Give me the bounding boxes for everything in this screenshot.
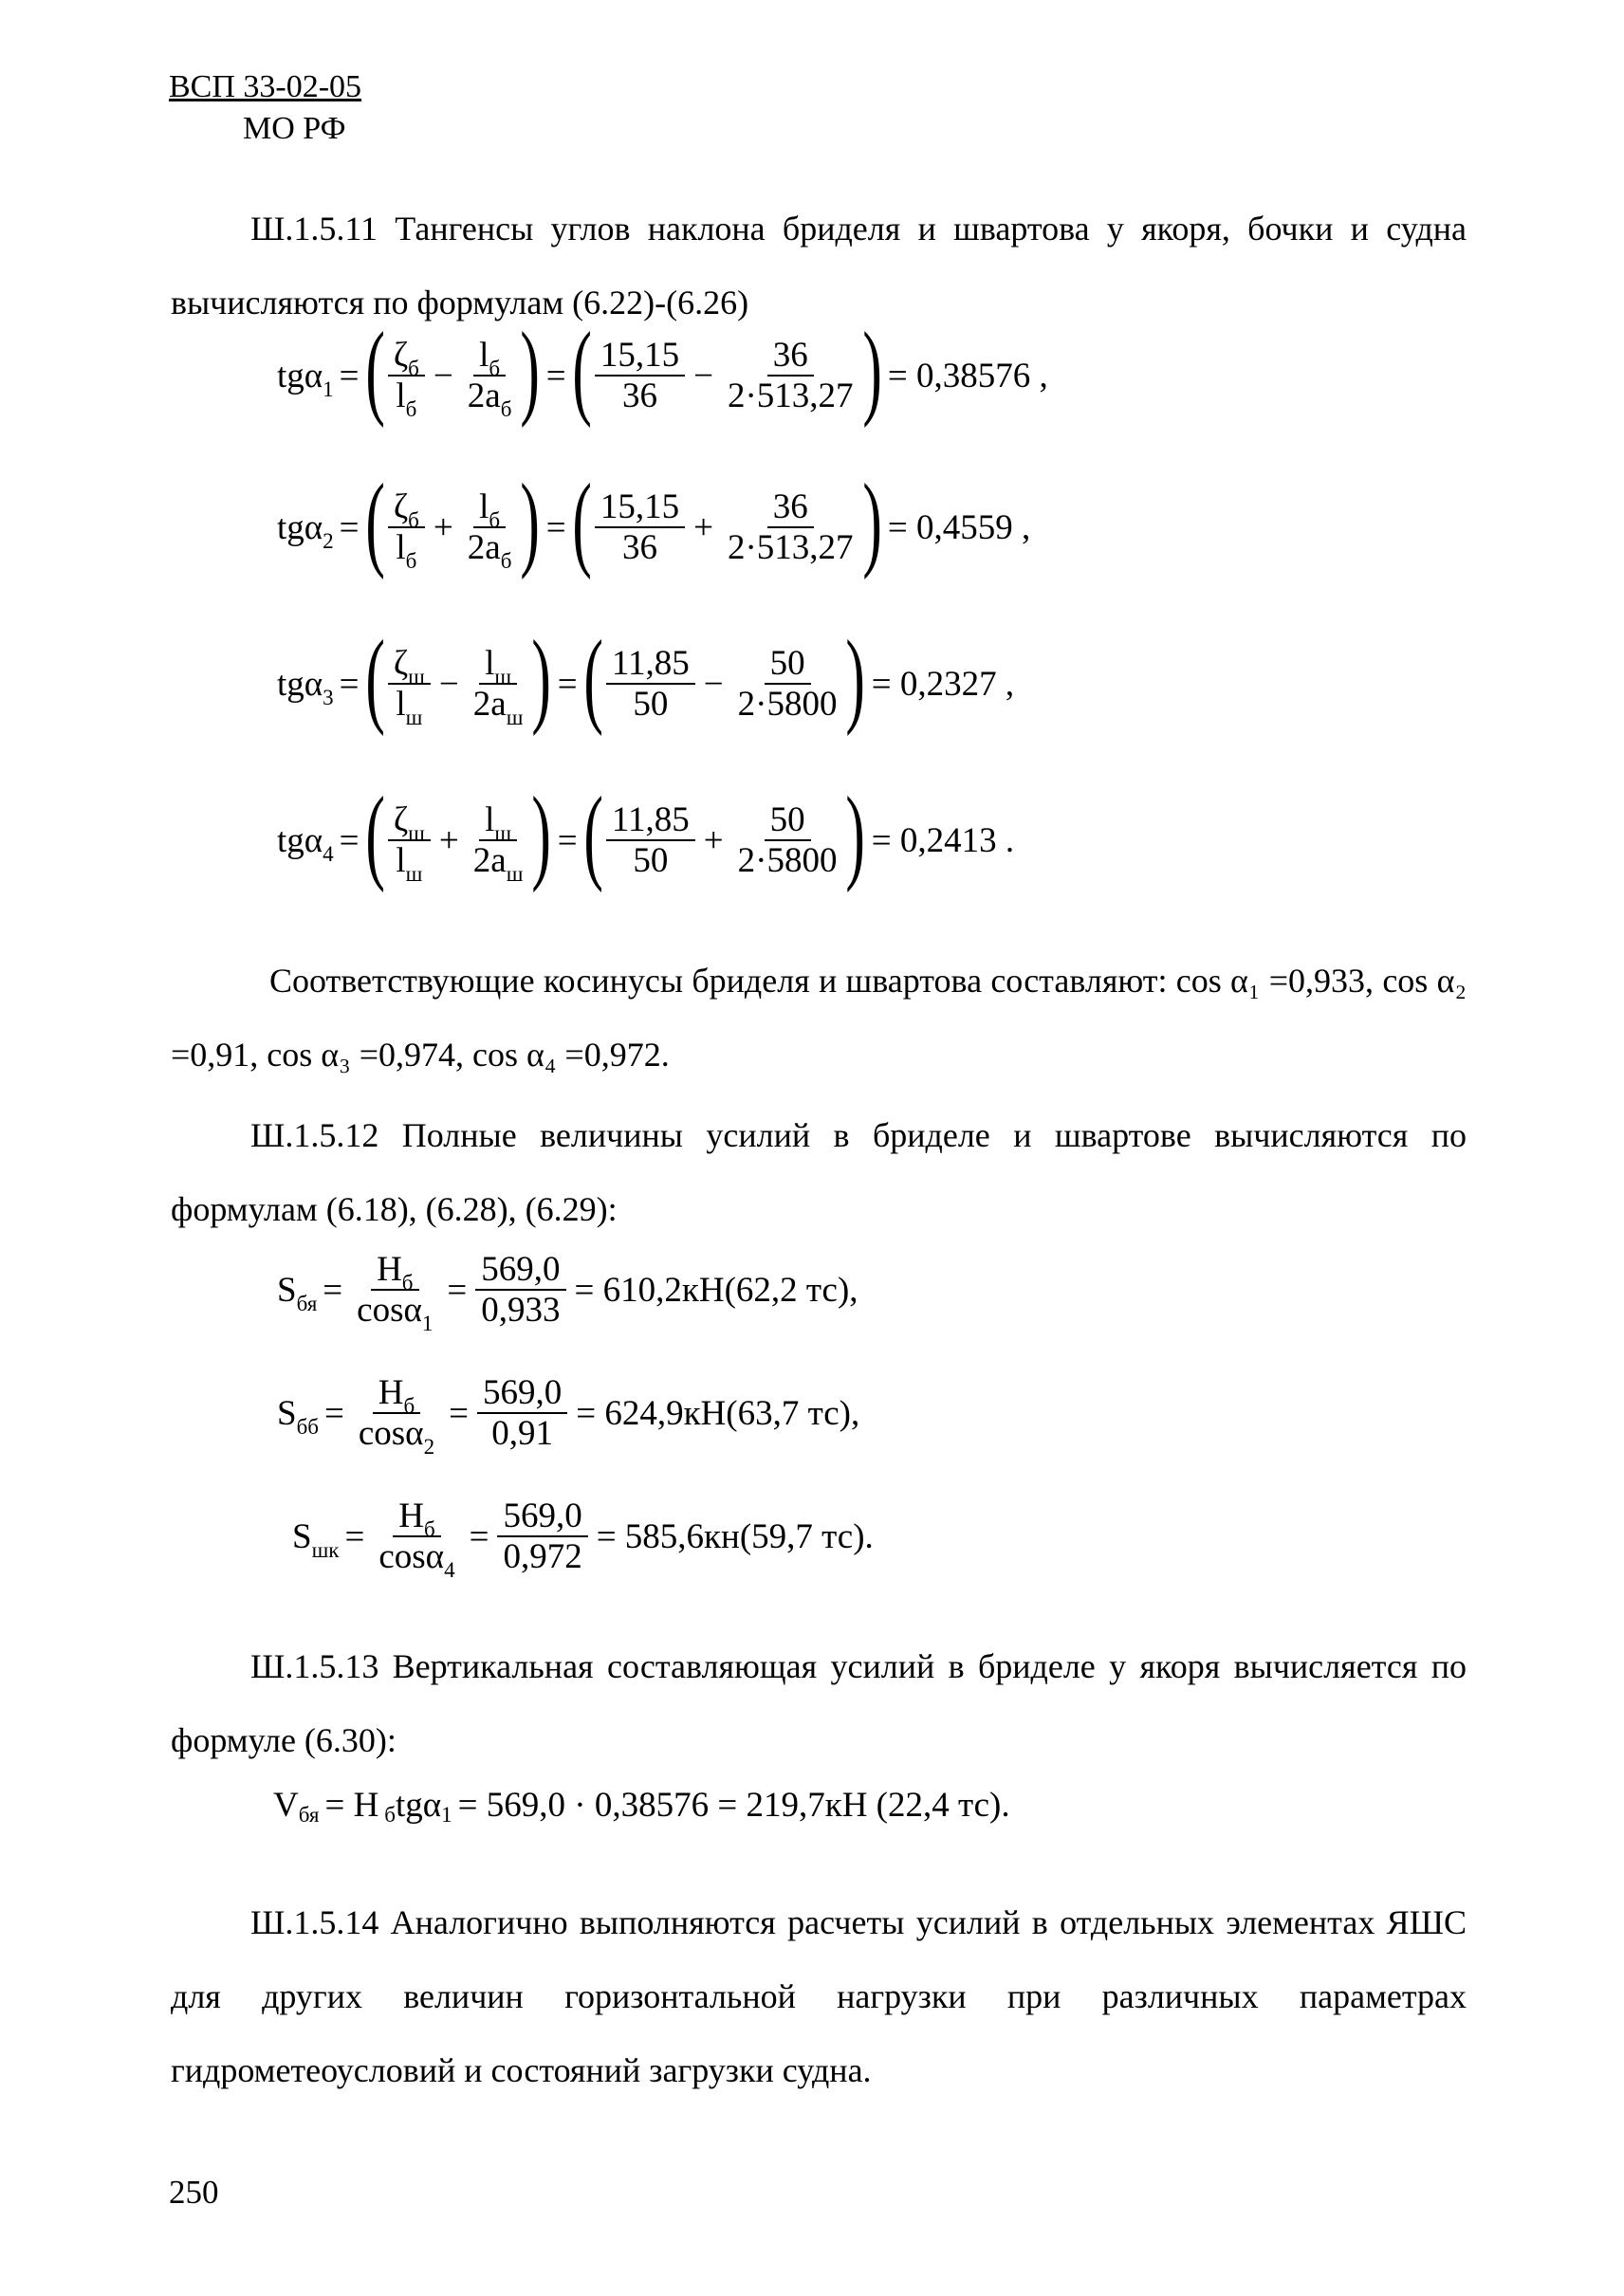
force-symbolic-frac: $\frac{H_б}{\cos\alpha_1}$ [357,1250,434,1335]
vertical-force-formula: V бя = H б tgα 1 = 569,0 · 0,38576 = 219,7кН (22,4 тс). [273,1786,1010,1827]
numeric-frac-2: $\frac{50}{2\cdot 5800}$ [737,644,838,724]
numeric-frac-2: $\frac{36}{2\cdot 513,27}$ [727,336,854,415]
numeric-frac-1: $\frac{11,85}{50}$ [606,646,695,722]
symbolic-frac-1: $\frac{\zeta_б}{l_б}$ [388,338,425,413]
force-formula-3: $S_{шк}$ = $\frac{H_б}{\cos\alpha_4}$ = $\frac{569,0}{0,972}$ = 585,6кн(59,7 тс). [292,1497,874,1582]
symbolic-frac-1: $\frac{\zeta_б}{l_б}$ [388,489,425,565]
paragraph-cosines: Соответствующие косинусы бриделя и швартова составляют: cos α₁ =0,933, cos α₂ =0,91, cos α₃ =0,974, cos α₄ =0,972. [171,962,1467,1074]
tangent-formula-4: tgα$_4$ = ( $\frac{\zeta_ш}{l_ш}$ + $\frac{l_ш}{2a_ш}$ ) = ( $\frac{11,85}{50}$ + $\frac{50}{2\cdot 5800}$ ) = 0,2413 . [277,776,1015,893]
v-symbol: V [273,1786,299,1825]
tangent-formula-2: tgα$_2$ = ( $\frac{\zeta_б}{l_б}$ + $\frac{l_б}{2a_б}$ ) = ( $\frac{15,15}{36}$ + $\frac{36}{2\cdot 513,27}$ ) = 0,4559 , [277,463,1031,580]
symbolic-frac-2: $\frac{l_б}{2a_б}$ [467,487,512,573]
force-symbolic-frac: $\frac{H_б}{\cos\alpha_2}$ [358,1373,435,1459]
document-header [169,66,361,150]
paragraph-5-11: Ш.1.5.11 Тангенсы углов наклона бриделя и швартова у якоря, бочки и судна вычисляются по формулам (6.22)-(6.26) [171,210,1467,321]
force-numeric-frac: $\frac{569,0}{0,91}$ [477,1375,567,1451]
force-result: = 610,2кН(62,2 тс), [574,1270,858,1310]
symbolic-frac-1: $\frac{\zeta_ш}{l_ш}$ [388,802,431,878]
tangent-result: = 0,2413 . [871,820,1015,860]
symbolic-frac-2: $\frac{l_ш}{2a_ш}$ [472,644,524,729]
v-result: = 569,0 · 0,38576 = 219,7кН (22,4 тс). [457,1786,1010,1825]
force-formula-2: $S_{бб}$ = $\frac{H_б}{\cos\alpha_2}$ = $\frac{569,0}{0,91}$ = 624,9кН(63,7 тс), [277,1373,860,1459]
tangent-formula-1: tgα$_1$ = ( $\frac{\zeta_б}{l_б}$ − $\frac{l_б}{2a_б}$ ) = ( $\frac{15,15}{36}$ − $\frac{36}{2\cdot 513,27}$ ) = 0,38576 , [277,311,1048,429]
force-formula-1: $S_{бя}$ = $\frac{H_б}{\cos\alpha_1}$ = $\frac{569,0}{0,933}$ = 610,2кН(62,2 тс), [277,1250,858,1335]
numeric-frac-1: $\frac{11,85}{50}$ [606,802,695,878]
symbolic-frac-2: $\frac{l_б}{2a_б}$ [467,336,512,421]
document-code: ВСП 33-02-05 [169,69,362,104]
document-organization: МО РФ [243,111,346,146]
tangent-formula-3: tgα$_3$ = ( $\frac{\zeta_ш}{l_ш}$ − $\frac{l_ш}{2a_ш}$ ) = ( $\frac{11,85}{50}$ − $\frac{50}{2\cdot 5800}$ ) = 0,2327 , [277,619,1015,737]
numeric-frac-2: $\frac{36}{2\cdot 513,27}$ [727,487,854,567]
symbolic-frac-2: $\frac{l_ш}{2a_ш}$ [472,800,524,886]
page-number: 250 [169,2174,219,2211]
paragraph-5-13: Ш.1.5.13 Вертикальная составляющая усилий в бриделе у якоря вычисляется по формуле (6.30): [171,1647,1467,1759]
tangent-result: = 0,4559 , [887,507,1031,547]
force-symbolic-frac: $\frac{H_б}{\cos\alpha_4}$ [378,1497,455,1582]
force-numeric-frac: $\frac{569,0}{0,972}$ [497,1498,587,1574]
v-eq: = H [324,1786,379,1825]
numeric-frac-1: $\frac{15,15}{36}$ [595,489,685,565]
force-result: = 624,9кН(63,7 тс), [576,1393,860,1433]
numeric-frac-1: $\frac{15,15}{36}$ [595,338,685,413]
tangent-result: = 0,2327 , [871,664,1015,704]
paragraph-5-14: Ш.1.5.14 Аналогично выполняются расчеты усилий в отдельных элементах ЯШС для других величин горизонтальной нагрузки при различных параметрах гидрометеоусловий и состояний загрузки судна. [171,1903,1467,2089]
force-numeric-frac: $\frac{569,0}{0,933}$ [475,1252,565,1328]
tangent-result: = 0,38576 , [887,356,1048,395]
force-result: = 585,6кн(59,7 тс). [596,1516,874,1556]
numeric-frac-2: $\frac{50}{2\cdot 5800}$ [737,800,838,880]
symbolic-frac-1: $\frac{\zeta_ш}{l_ш}$ [388,646,431,722]
paragraph-5-12: Ш.1.5.12 Полные величины усилий в бриделе и швартове вычисляются по формулам (6.18), (6.28), (6.29): [171,1116,1467,1228]
